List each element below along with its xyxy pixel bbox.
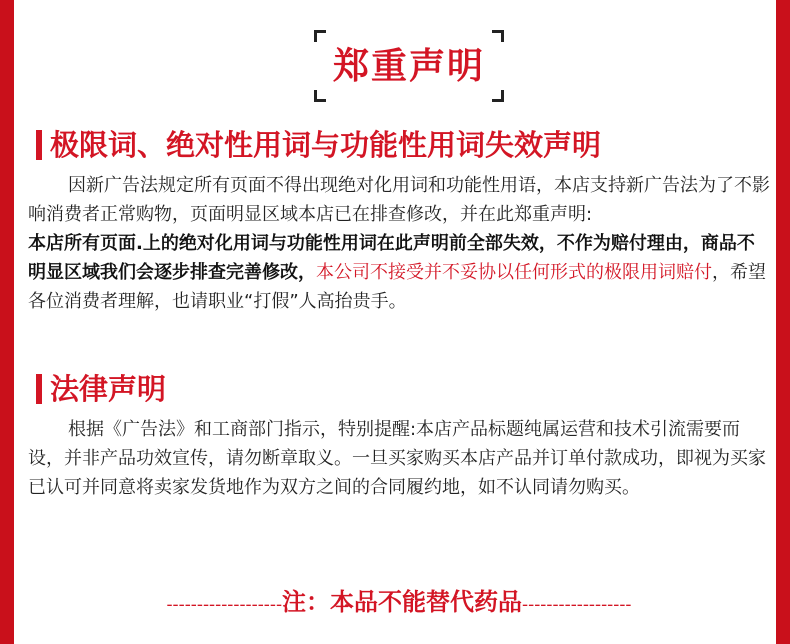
paragraph-text: 根据《广告法》和工商部门指示，特别提醒:本店产品标题纯属运营和技术引流需要而设，并非产品功效宣传，请勿断章取义。一旦买家购买本店产品并订单付款成功，即视为买家已认可并同意将卖家发货地作为双方之间的合同履约地，如不认同请勿购买。 [28, 419, 766, 498]
accent-bar-icon [36, 374, 42, 404]
legal-paragraph [28, 415, 770, 502]
dash-divider-right: ------------------ [522, 594, 632, 615]
section-title: 极限词、绝对性用词与功能性用词失效声明 [50, 128, 602, 162]
page-title: 郑重声明 [332, 45, 485, 87]
title-frame [314, 30, 504, 102]
dash-divider-left: ------------------- [166, 594, 283, 615]
paragraph-bold-text: 本店所有页面.上的绝对化用词与功能性用词在此声明前全部失效，不作为赔付理由，商品不明显区域我们会逐步排查完善修改， [28, 233, 755, 283]
corner-bracket-icon [492, 90, 504, 102]
section-heading-legal [36, 371, 166, 407]
paragraph-tail-text: ，希望各位消费者理解，也请职业“打假”人高抬贵手。 [28, 262, 766, 312]
paragraph-text: 因新广告法规定所有页面不得出现绝对化用词和功能性用语，本店支持新广告法为了不影响消费者正常购物，页面明显区域本店已在排查修改，并在此郑重声明: [28, 175, 770, 225]
corner-bracket-icon [314, 30, 326, 42]
footer-note-text: 注：本品不能替代药品 [282, 587, 523, 616]
footer-note [28, 582, 770, 625]
paragraph-red-text: 本公司不接受并不妥协以任何形式的极限用词赔付 [316, 262, 712, 283]
section-heading-disclaimer [36, 127, 601, 163]
section-title: 法律声明 [50, 372, 167, 406]
corner-bracket-icon [314, 90, 326, 102]
accent-bar-icon [36, 130, 42, 160]
statement-panel [14, 0, 776, 644]
disclaimer-paragraph [28, 171, 770, 316]
corner-bracket-icon [492, 30, 504, 42]
